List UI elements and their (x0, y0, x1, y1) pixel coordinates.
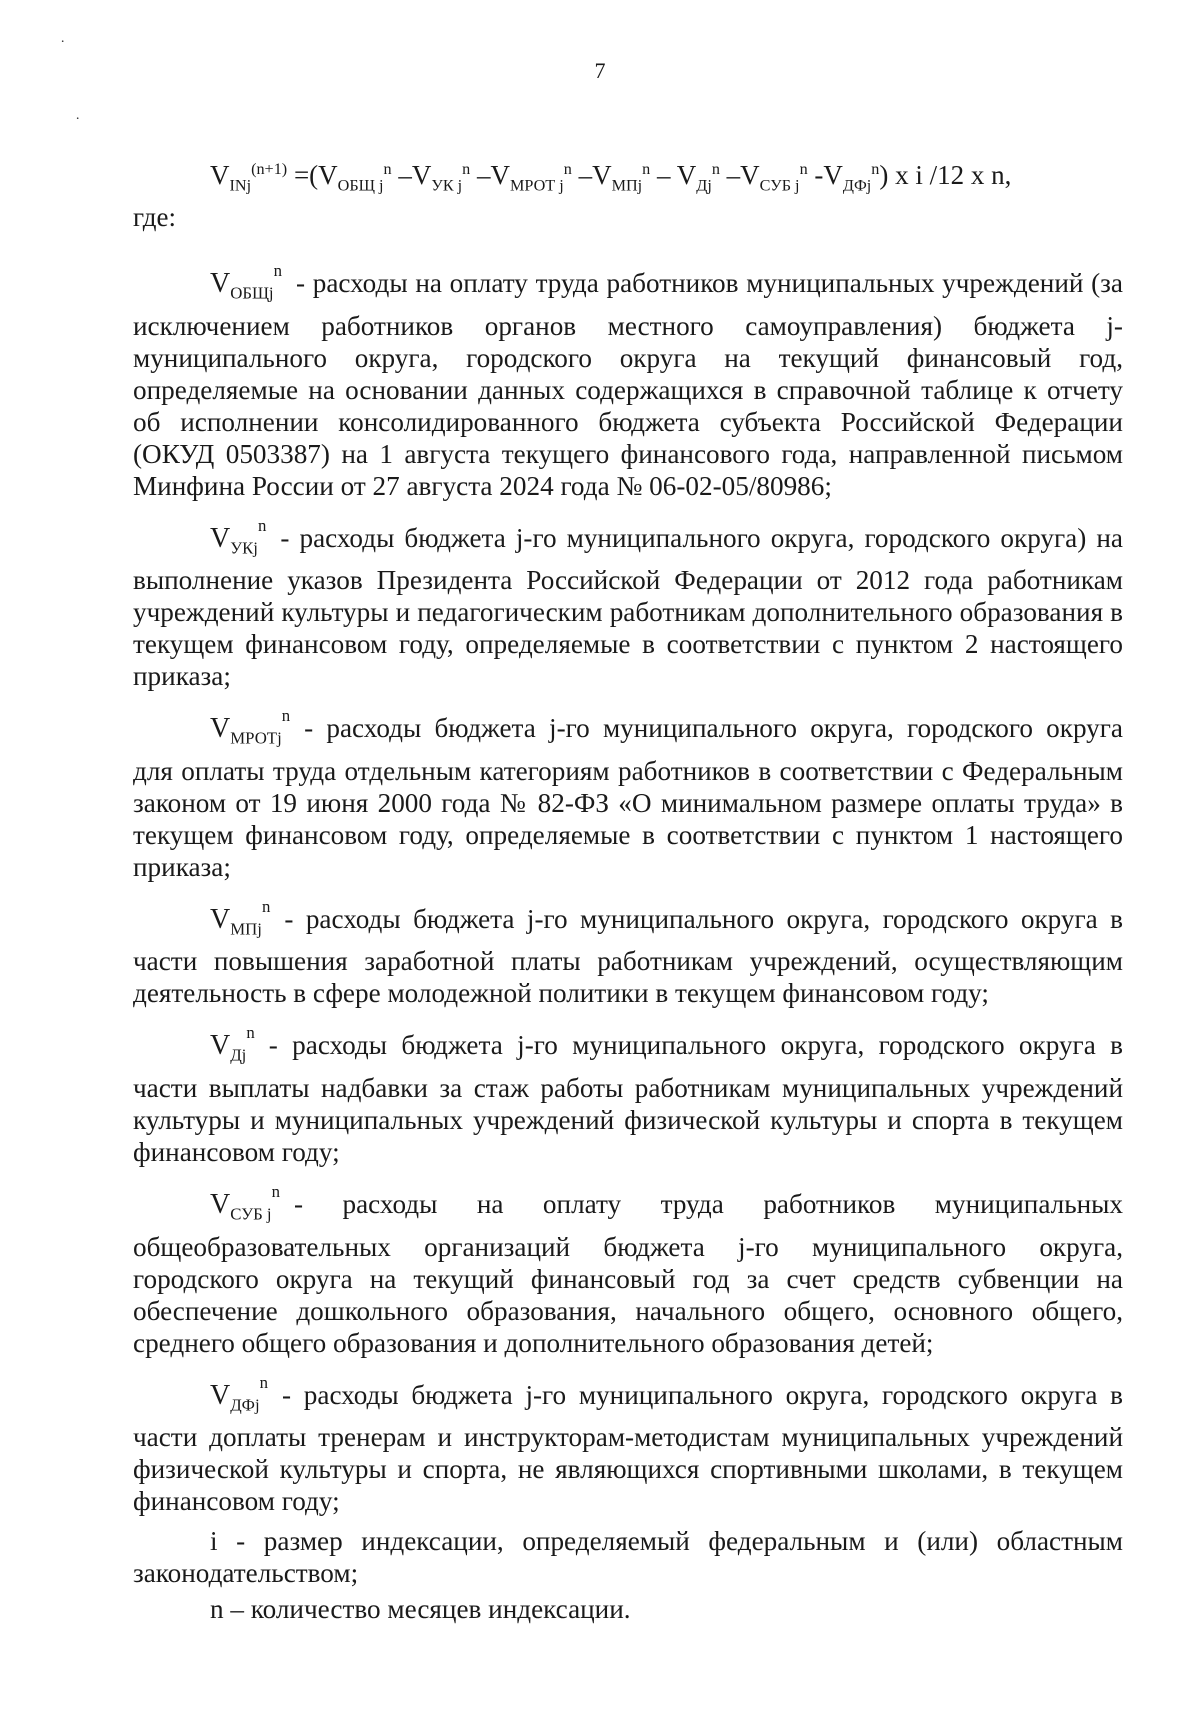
definition-text: - расходы бюджета j-го муниципального округа, городского округа в части выплаты надбавки за стаж работы работникам муниципальных учреждений культуры и муниципальных учреждений физической культуры и спорта в текущем финансовом году; (133, 1030, 1123, 1167)
definition-v-mrot (133, 700, 1123, 883)
page-number: 7 (594, 58, 606, 83)
definition-v-sub (133, 1176, 1123, 1359)
definition-text: - расходы на оплату труда работников муниципальных учреждений (за исключением работников органов местного самоуправления) бюджета j-муниципального округа, городского округа на текущий финансовый год, определяемые на основании данных содержащихся в справочной таблице к отчету об исполнении консолидированного бюджета субъекта Российской Федерации (ОКУД 0503387) на 1 августа текущего финансового года, направленной письмом Минфина России от 27 августа 2024 года № 06-02-05/80986; (133, 268, 1123, 501)
symbol-v-df: $V_{ДФj}^n$ (210, 1372, 268, 1415)
definition-v-df (133, 1367, 1123, 1518)
symbol-v-uk: $V_{УКj}^n$ (210, 515, 267, 558)
index-formula: $V_{INj}^{(n+1)} =(V_{ОБЩ j}^n$ $-V_{УК j}^n$ $-V_{МРОТ j}^n$ $-V_{МПj}^n - V_{Дj}^n$ $-V_{СУБ j}^n$ $-V_{ДФj}^n$) x i /12 x n, (210, 160, 1012, 195)
symbol-v-mrot: $V_{МРОТj}^n$ (210, 706, 291, 748)
definition-v-uk (133, 510, 1123, 693)
definition-text: - расходы на оплату труда работников муниципальных общеобразовательных организаций бюджета j-го муниципального округа, городского округа на текущий финансовый год за счет средств субвенции на обеспечение дошкольного образования, начального общего, основного общего, среднего общего образования и дополнительного образования детей; (133, 1188, 1123, 1358)
definition-text: - расходы бюджета j-го муниципального округа, городского округа) на выполнение указов Президента Российской Федерации от 2012 года работникам учреждений культуры и педагогическим работникам дополнительного образования в текущем финансовом году, определяемые в соответствии с пунктом 2 настоящего приказа; (133, 522, 1123, 692)
where-label: где: (133, 202, 176, 232)
definition-v-obshch (133, 255, 1123, 502)
symbol-v-obshch: $V_{ОБЩj}^n$ (210, 261, 282, 303)
definitions-block (133, 255, 1123, 1629)
symbol-v-mp: $V_{МПj}^n$ (210, 896, 271, 939)
definition-text: - расходы бюджета j-го муниципального округа, городского округа для оплаты труда отдельным категориям работников в соответствии с Федеральным законом от 19 июня 2000 года № 82-ФЗ «О минимальном размере оплаты труда» в текущем финансовом году, определяемые в соответствии с пунктом 1 настоящего приказа; (133, 713, 1123, 882)
definition-text: - расходы бюджета j-го муниципального округа, городского округа в части повышения заработной платы работникам учреждений, осуществляющим деятельность в сфере молодежной политики в текущем финансовом году; (133, 903, 1123, 1009)
symbol-v-d: $V_{Дj}^n$ (210, 1023, 255, 1065)
symbol-v-sub: $V_{СУБ j}^n$ (210, 1181, 280, 1224)
scan-speck: ˙ (60, 38, 66, 55)
definition-n: n – количество месяцев индексации. (210, 1594, 631, 1625)
definition-i: i - размер индексации, определяемый федеральным и (или) областным законодательством; (133, 1526, 1123, 1589)
definition-v-mp (133, 891, 1123, 1010)
definition-v-d (133, 1017, 1123, 1168)
scan-speck: ˙ (75, 115, 81, 132)
definition-text: - расходы бюджета j-го муниципального округа, городского округа в части доплаты тренерам и инструкторам-методистам муниципальных учреждений физической культуры и спорта, не являющихся спортивными школами, в текущем финансовом году; (133, 1379, 1123, 1517)
